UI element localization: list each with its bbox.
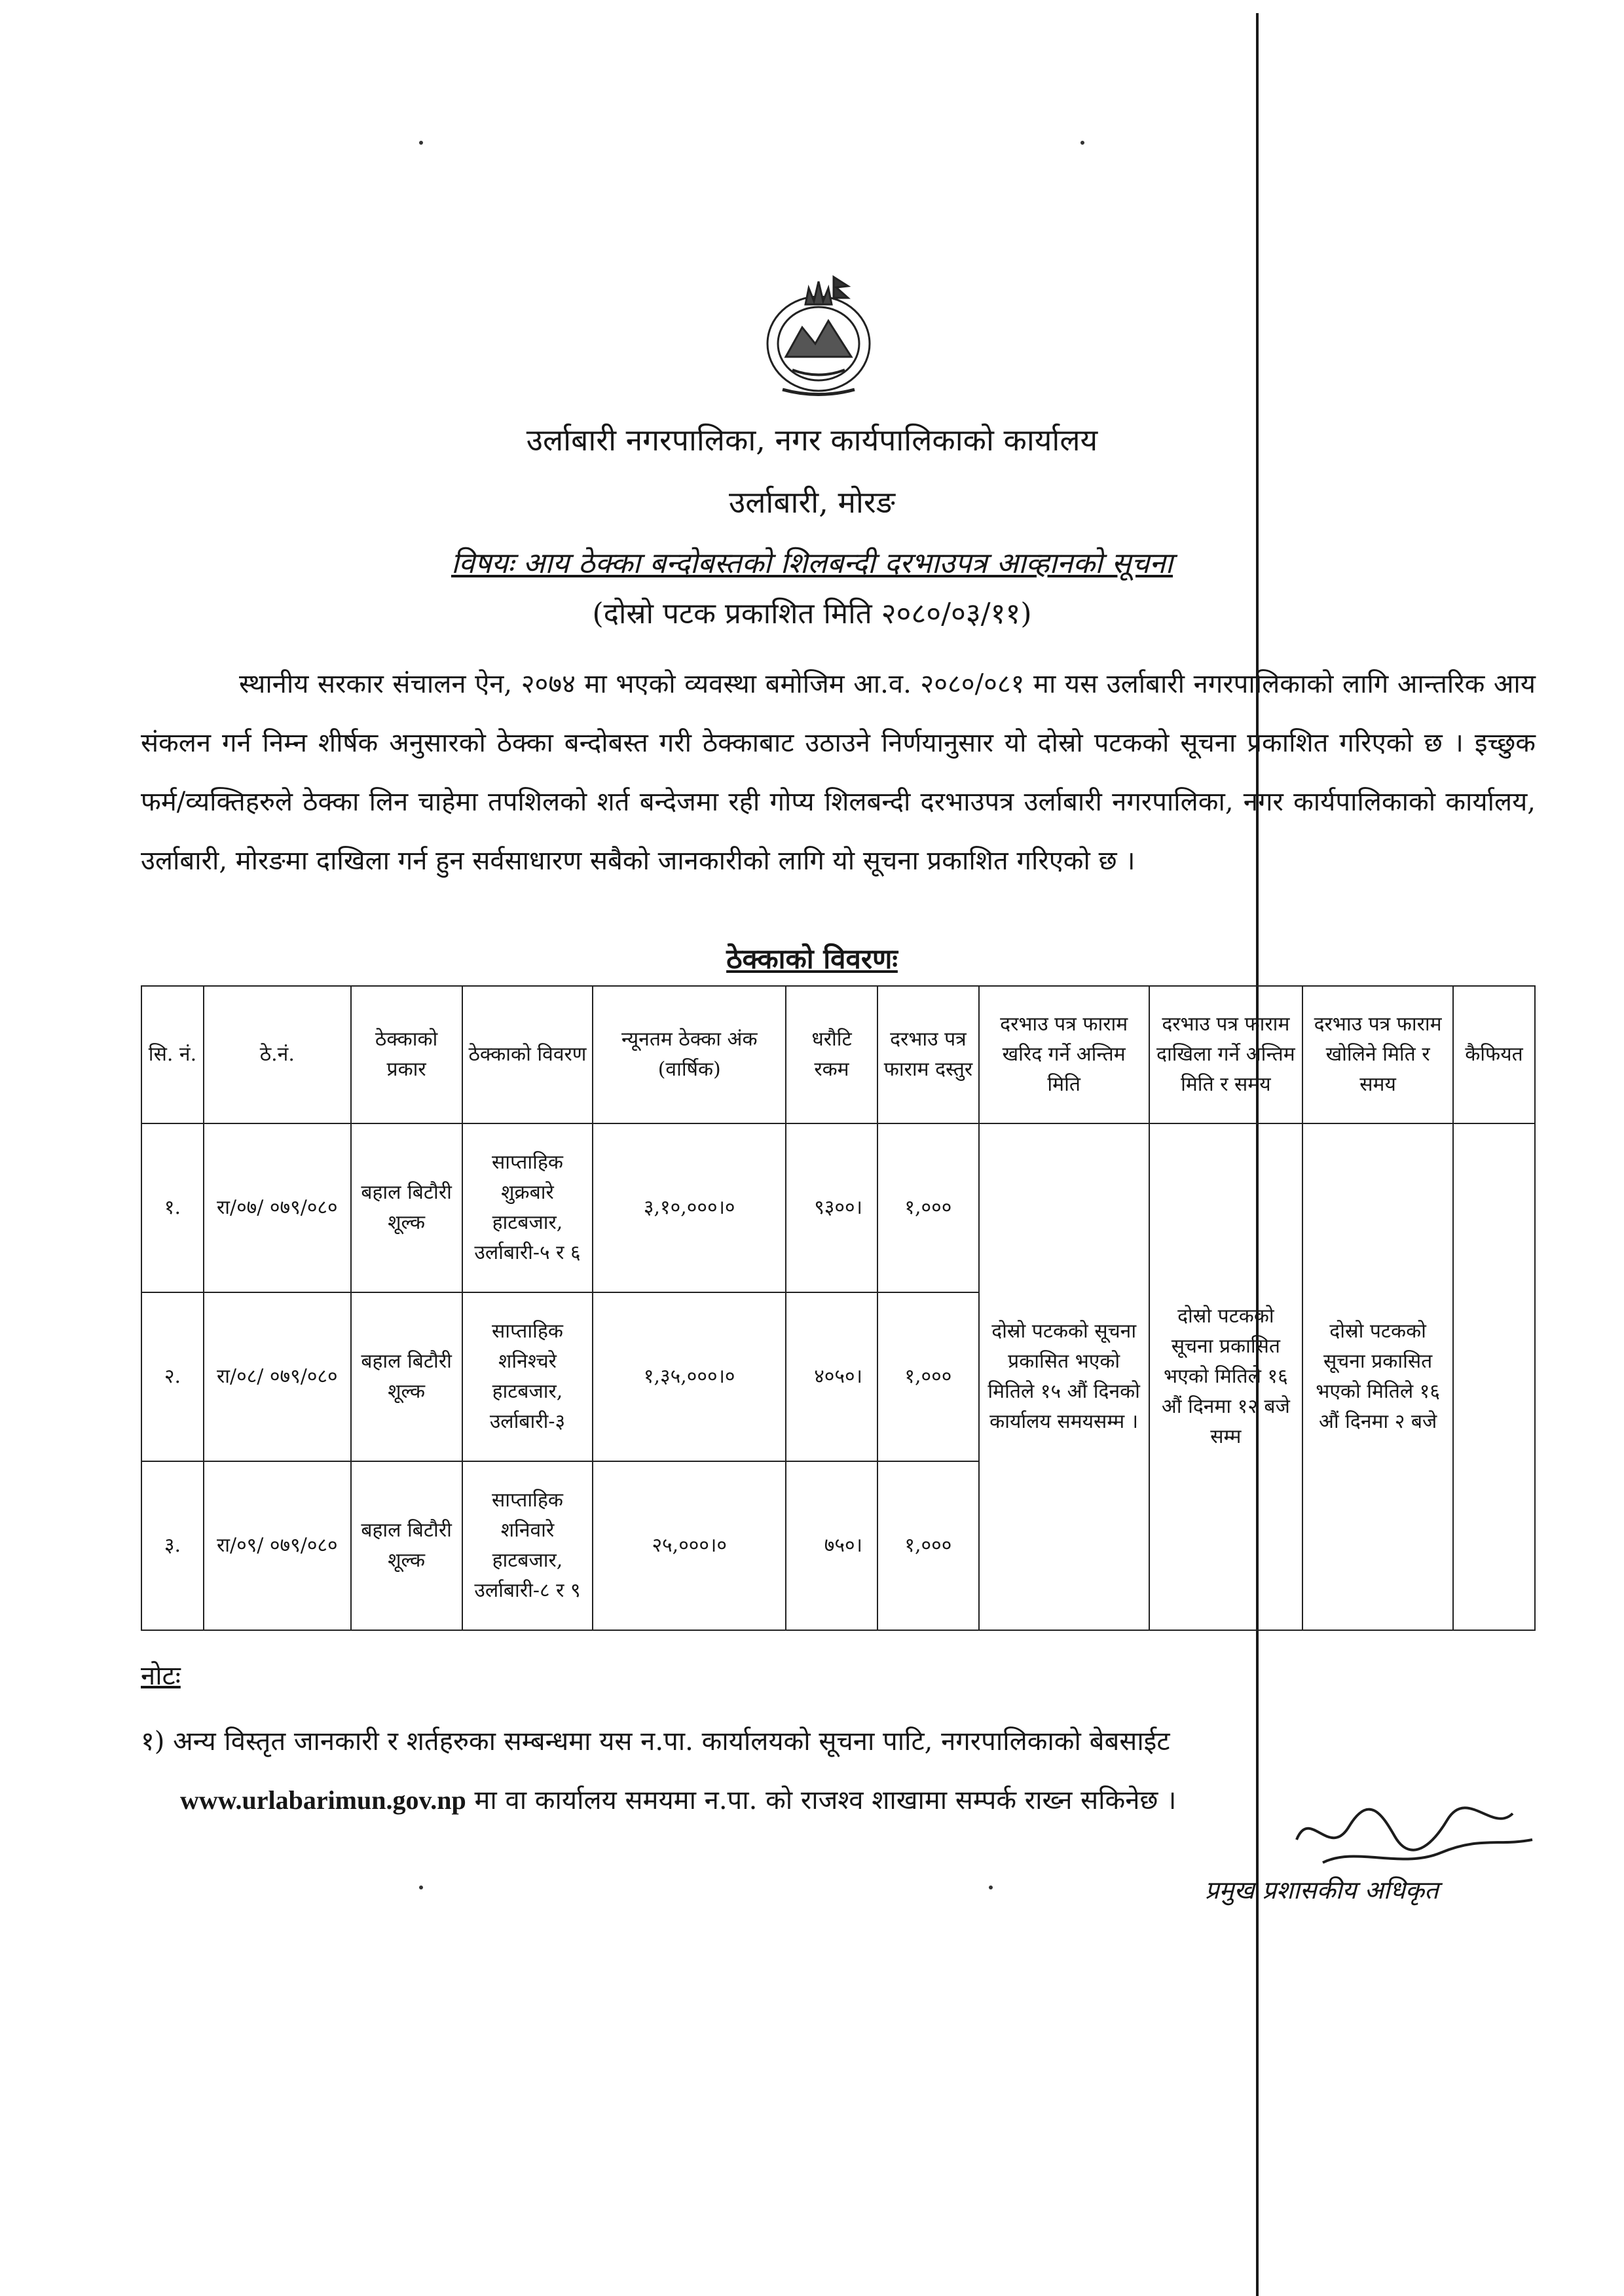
column-header: दरभाउ पत्र फाराम खोलिने मिति र समय [1302,986,1453,1123]
form-fee: १,००० [877,1292,979,1461]
opening-time: दोस्रो पटकको सूचना प्रकासित भएको मितिले १६ औं दिनमा २ बजे [1302,1123,1453,1630]
column-header: कैफियत [1453,986,1535,1123]
signature-mark [1283,1800,1545,1872]
column-header: दरभाउ पत्र फाराम खरिद गर्ने अन्तिम मिति [979,986,1149,1123]
tender-number: रा/०७/ ०७९/०८० [204,1123,351,1292]
note-heading: नोटः [141,1661,181,1691]
tender-description: साप्ताहिक शुक्रबारे हाटबजार, उर्लाबारी-५ र ६ [462,1123,593,1292]
minimum-amount: १,३५,०००।० [593,1292,786,1461]
nepal-emblem-icon [756,265,881,406]
column-header: सि. नं. [141,986,204,1123]
remarks [1453,1123,1535,1630]
tender-type: बहाल बिटौरी शूल्क [351,1123,462,1292]
deposit-amount: ९३००। [786,1123,877,1292]
table-header-row [141,986,1535,1123]
published-date: (दोस्रो पटक प्रकाशित मिति २०८०/०३/११) [592,597,1032,630]
form-fee: १,००० [877,1123,979,1292]
minimum-amount: २५,०००।० [593,1461,786,1630]
tender-description: साप्ताहिक शनिश्चरे हाटबजार, उर्लाबारी-३ [462,1292,593,1461]
details-heading: ठेक्काको विवरणः [726,943,898,975]
column-header: ठेक्काको प्रकार [351,986,462,1123]
notice-subject-text: विषयः आय ठेक्का बन्दोबस्तको शिलबन्दी दरभाउपत्र आव्हानको सूचना [451,547,1173,580]
column-header: ठे.नं. [204,986,351,1123]
purchase-deadline: दोस्रो पटकको सूचना प्रकासित भएको मितिले १५ औं दिनको कार्यालय समयसम्म । [979,1123,1149,1630]
note-text: मा वा कार्यालय समयमा न.पा. को राजश्व शाखामा सम्पर्क राख्न सकिनेछ । [474,1785,1177,1815]
notice-subject [0,542,1624,581]
scan-speck [989,1886,993,1889]
signatory-designation: प्रमुख प्रशासकीय अधिकृत [1205,1876,1439,1904]
office-location: उर्लाबारी, मोरङ [728,484,895,520]
deposit-amount: ४०५०। [786,1292,877,1461]
column-header: ठेक्काको विवरण [462,986,593,1123]
submission-deadline: दोस्रो पटकको सूचना प्रकासित भएको मितिले १६ औं दिनमा १२ बजे सम्म [1149,1123,1303,1630]
scan-speck [419,1886,423,1889]
table-row [141,1123,1535,1292]
website-link[interactable]: www.urlabarimun.gov.np [180,1785,466,1815]
scan-speck [1080,141,1084,145]
minimum-amount: ३,१०,०००।० [593,1123,786,1292]
tender-number: रा/०८/ ०७९/०८० [204,1292,351,1461]
serial-number: २. [141,1292,204,1461]
serial-number: १. [141,1123,204,1292]
tender-number: रा/०९/ ०७९/०८० [204,1461,351,1630]
column-header: न्यूनतम ठेक्का अंक (वार्षिक) [593,986,786,1123]
tender-type: बहाल बिटौरी शूल्क [351,1292,462,1461]
tender-type: बहाल बिटौरी शूल्क [351,1461,462,1630]
scan-speck [419,141,423,145]
tender-table [141,985,1536,1631]
column-header: धरौटि रकम [786,986,877,1123]
notice-body: स्थानीय सरकार संचालन ऐन, २०७४ मा भएको व्यवस्था बमोजिम आ.व. २०८०/०८१ मा यस उर्लाबारी नगरपालिकाको लागि आन्तरिक आय संकलन गर्न निम्न शीर्षक अनुसारको ठेक्का बन्दोबस्त गरी ठेक्काबाट उठाउने निर्णयानुसार यो दोस्रो पटकको सूचना प्रकाशित गरिएको छ । इच्छुक फर्म/व्यक्तिहरुले ठेक्का लिन चाहेमा तपशिलको शर्त बन्देजमा रही गोप्य शिलबन्दी दरभाउपत्र उर्लाबारी नगरपालिका, नगर कार्यपालिकाको कार्यालय, उर्लाबारी, मोरङमा दाखिला गर्न हुन सर्वसाधारण सबैको जानकारीको लागि यो सूचना प्रकाशित गरिएको छ । [141,669,1536,876]
tender-description: साप्ताहिक शनिवारे हाटबजार, उर्लाबारी-८ र ९ [462,1461,593,1630]
column-header: दरभाउ पत्र फाराम दस्तुर [877,986,979,1123]
serial-number: ३. [141,1461,204,1630]
deposit-amount: ७५०। [786,1461,877,1630]
note-text: १) अन्य विस्तृत जानकारी र शर्तहरुका सम्बन्धमा यस न.पा. कार्यालयको सूचना पाटि, नगरपालिकाको बेबसाईट [141,1726,1170,1757]
office-title: उर्लाबारी नगरपालिका, नगर कार्यपालिकाको कार्यालय [526,422,1098,458]
form-fee: १,००० [877,1461,979,1630]
column-header: दरभाउ पत्र फाराम दाखिला गर्ने अन्तिम मिति र समय [1149,986,1303,1123]
